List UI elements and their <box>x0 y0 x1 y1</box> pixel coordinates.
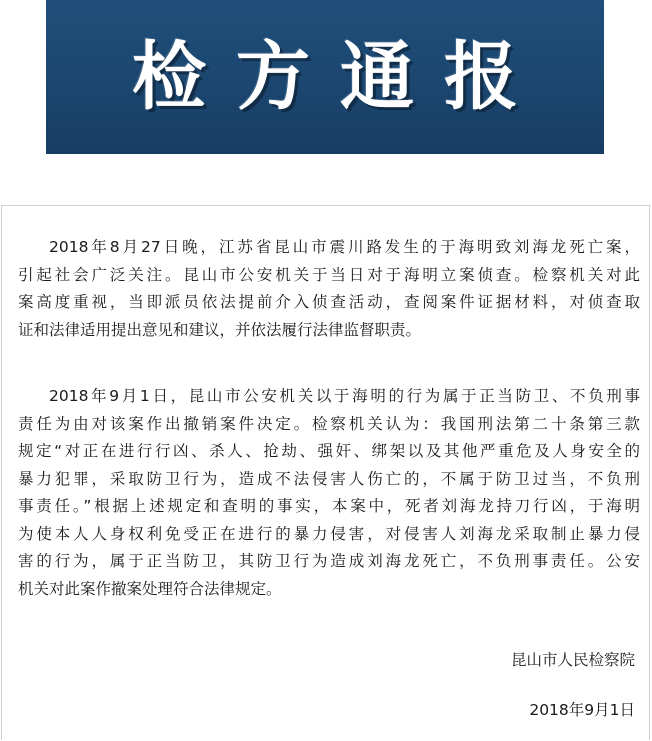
paragraph-2 <box>18 383 640 603</box>
banner-title: 检方通报 <box>132 34 548 120</box>
paragraph-line: 暴力犯罪，采取防卫行为，造成不法侵害人伤亡的，不属于防卫过当，不负刑 <box>18 469 640 488</box>
paragraph-line: 2018年9月1日，昆山市公安机关以于海明的行为属于正当防卫、不负刑事 <box>49 387 640 405</box>
paragraph-line: 2018年8月27日晚，江苏省昆山市震川路发生的于海明致刘海龙死亡案， <box>49 238 640 256</box>
paragraph-line: 为使本人人身权利免受正在进行的暴力侵害，对侵害人刘海龙采取制止暴力侵 <box>18 524 640 543</box>
paragraph-line: 案高度重视，当即派员依法提前介入侦查活动，查阅案件证据材料，对侦查取 <box>18 293 640 311</box>
paragraph-line: 事责任。”根据上述规定和查明的事实，本案中，死者刘海龙持刀行凶，于海明 <box>18 497 640 515</box>
paragraph-1 <box>18 234 640 344</box>
paragraph-line: 规定“对正在进行行凶、杀人、抢劫、强奸、绑架以及其他严重危及人身安全的 <box>18 442 640 460</box>
paragraph-line: 机关对此案作撤案处理符合法律规定。 <box>18 579 282 598</box>
issuer-name: 昆山市人民检察院 <box>510 651 635 669</box>
paragraph-line: 责任为由对该案作出撤销案件决定。检察机关认为：我国刑法第二十条第三款 <box>18 414 640 433</box>
header-banner <box>46 0 604 154</box>
paragraph-line: 证和法律适用提出意见和建议，并依法履行法律监督职责。 <box>18 320 422 339</box>
issue-date: 2018年9月1日 <box>529 701 635 719</box>
announcement-document <box>1 205 650 740</box>
paragraph-line: 引起社会广泛关注。昆山市公安机关于当日对于海明立案侦查。检察机关对此 <box>18 265 640 284</box>
paragraph-line: 害的行为，属于正当防卫，其防卫行为造成刘海龙死亡，不负刑事责任。公安 <box>18 552 640 570</box>
